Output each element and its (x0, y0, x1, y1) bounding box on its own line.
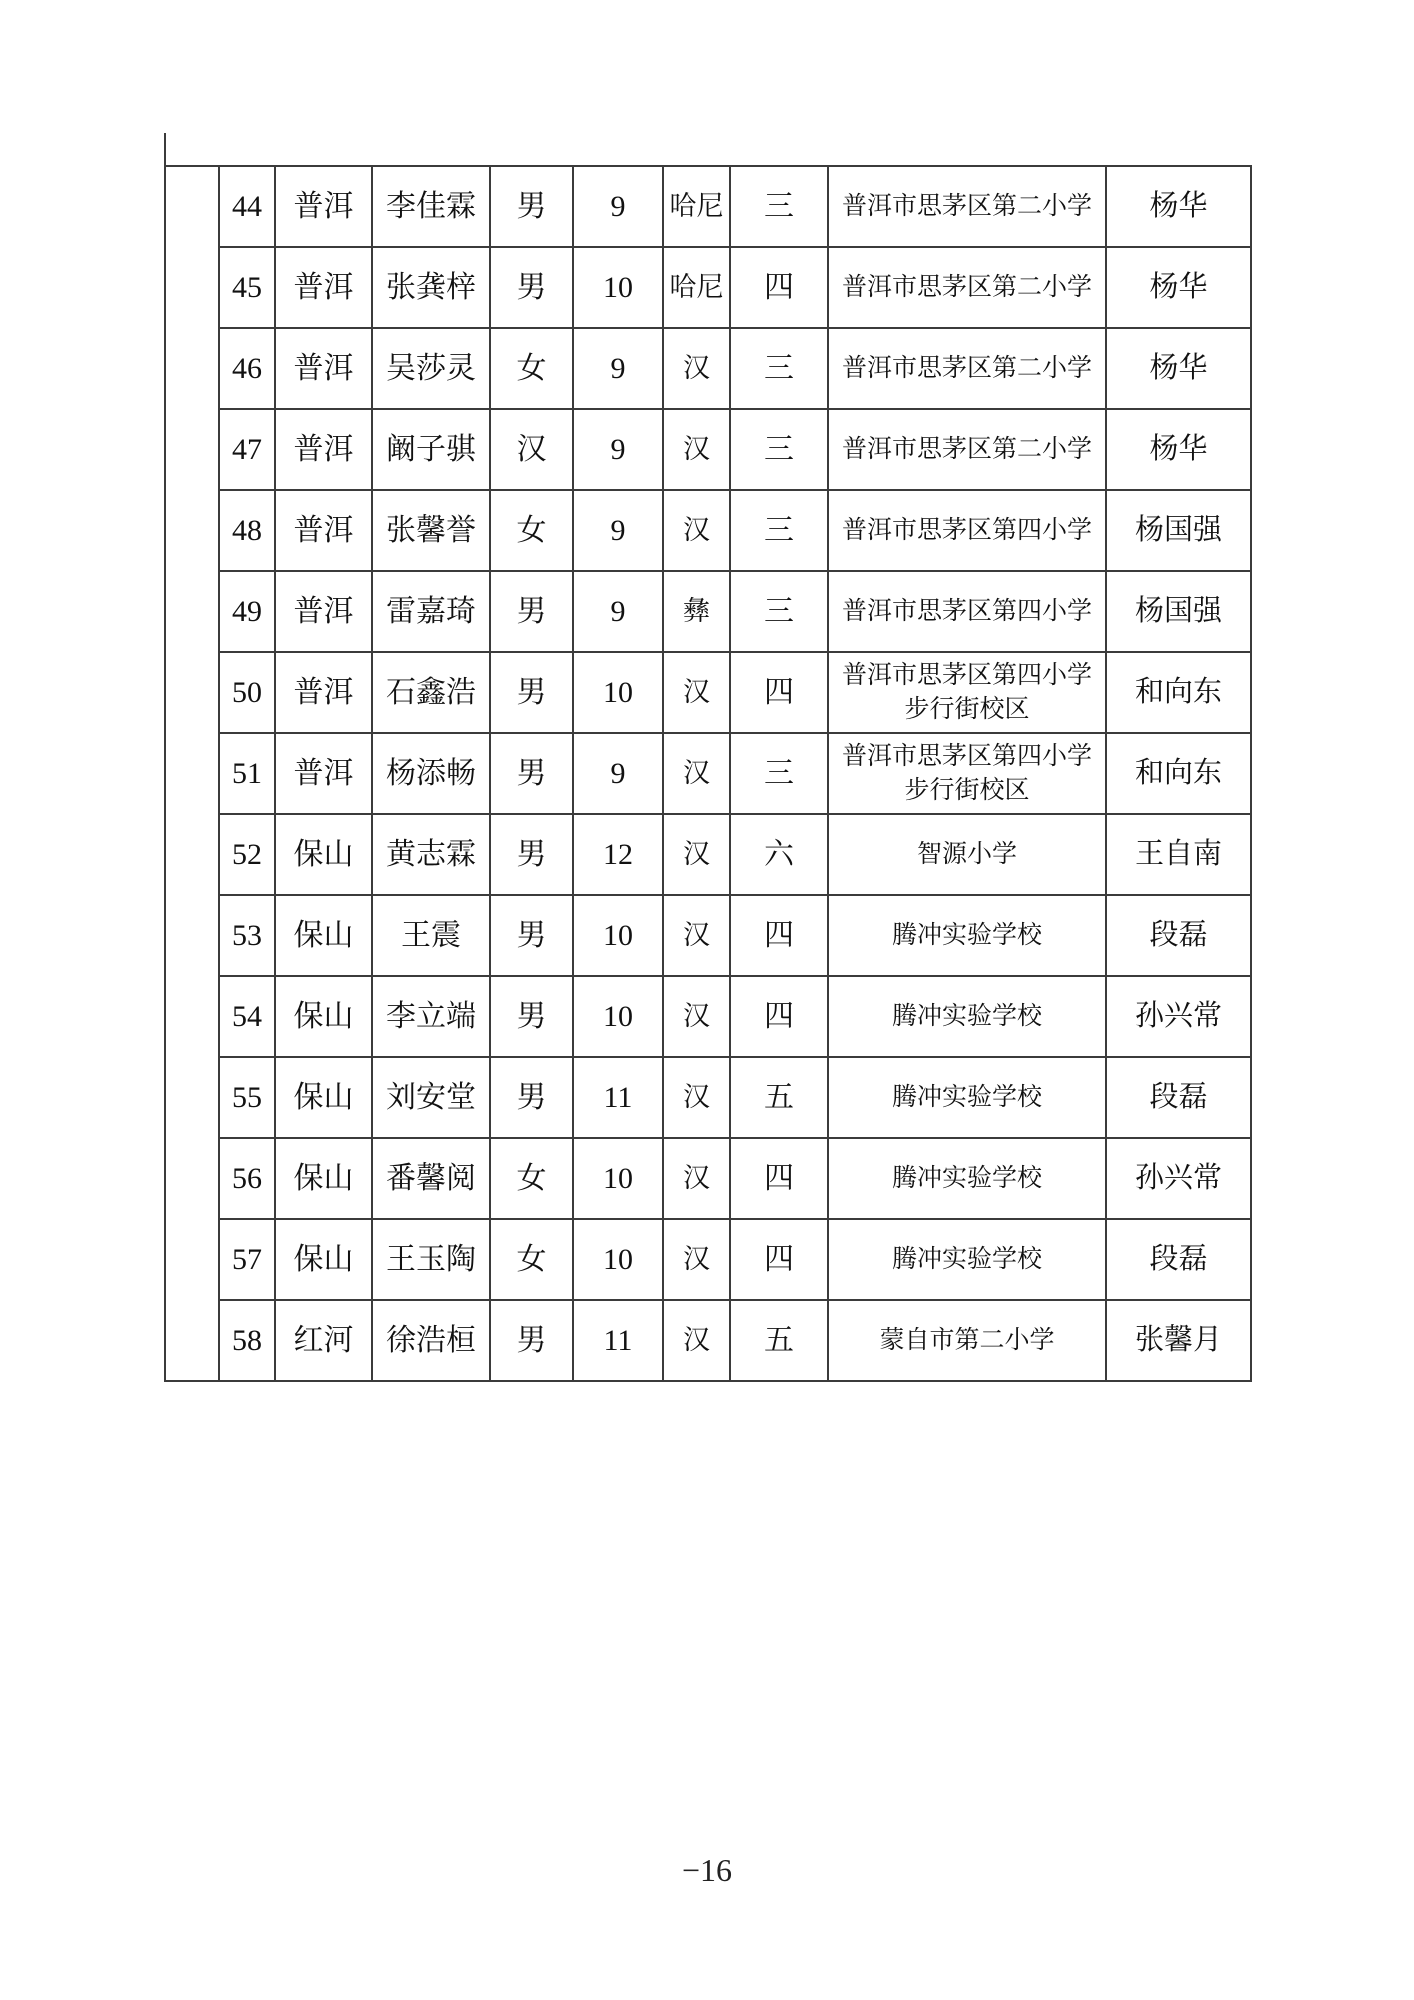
cell-school: 普洱市思茅区第二小学 (828, 166, 1106, 247)
cell-coach: 杨国强 (1106, 571, 1251, 652)
cell-student-name: 李立端 (372, 976, 490, 1057)
table-row (219, 895, 1251, 976)
cell-ethnicity: 哈尼 (663, 166, 730, 247)
cell-school: 腾冲实验学校 (828, 976, 1106, 1057)
cell-coach: 孙兴常 (1106, 1138, 1251, 1219)
table-row (219, 571, 1251, 652)
table-left-border-extension (164, 133, 166, 167)
cell-index: 52 (219, 814, 275, 895)
cell-age: 12 (573, 814, 663, 895)
cell-region: 普洱 (275, 409, 372, 490)
cell-region: 保山 (275, 1219, 372, 1300)
cell-gender: 男 (490, 652, 573, 733)
cell-ethnicity: 汉 (663, 652, 730, 733)
cell-gender: 女 (490, 490, 573, 571)
table-left-empty-cell (164, 165, 218, 1382)
cell-grade: 三 (730, 166, 828, 247)
cell-age: 11 (573, 1300, 663, 1381)
table-row (219, 652, 1251, 733)
cell-school: 蒙自市第二小学 (828, 1300, 1106, 1381)
cell-region: 保山 (275, 1138, 372, 1219)
cell-gender: 男 (490, 733, 573, 814)
cell-school: 普洱市思茅区第二小学 (828, 328, 1106, 409)
cell-index: 51 (219, 733, 275, 814)
cell-gender: 男 (490, 247, 573, 328)
cell-student-name: 阚子骐 (372, 409, 490, 490)
cell-grade: 五 (730, 1300, 828, 1381)
cell-region: 保山 (275, 814, 372, 895)
cell-ethnicity: 汉 (663, 1057, 730, 1138)
cell-student-name: 石鑫浩 (372, 652, 490, 733)
cell-index: 48 (219, 490, 275, 571)
cell-student-name: 刘安堂 (372, 1057, 490, 1138)
cell-age: 10 (573, 652, 663, 733)
table-row (219, 247, 1251, 328)
cell-grade: 四 (730, 895, 828, 976)
cell-grade: 三 (730, 490, 828, 571)
cell-grade: 三 (730, 733, 828, 814)
cell-gender: 女 (490, 328, 573, 409)
cell-index: 44 (219, 166, 275, 247)
cell-coach: 和向东 (1106, 652, 1251, 733)
table-row (219, 166, 1251, 247)
cell-ethnicity: 汉 (663, 1219, 730, 1300)
table-row (219, 1138, 1251, 1219)
table-row (219, 814, 1251, 895)
cell-gender: 男 (490, 976, 573, 1057)
cell-age: 10 (573, 976, 663, 1057)
cell-region: 普洱 (275, 247, 372, 328)
cell-grade: 三 (730, 328, 828, 409)
cell-age: 11 (573, 1057, 663, 1138)
cell-index: 50 (219, 652, 275, 733)
cell-coach: 杨华 (1106, 328, 1251, 409)
cell-index: 57 (219, 1219, 275, 1300)
cell-school: 腾冲实验学校 (828, 1138, 1106, 1219)
cell-index: 47 (219, 409, 275, 490)
student-roster-table (164, 165, 1252, 1382)
cell-age: 9 (573, 328, 663, 409)
cell-school: 腾冲实验学校 (828, 895, 1106, 976)
cell-age: 10 (573, 1219, 663, 1300)
cell-region: 普洱 (275, 166, 372, 247)
roster-tbody (219, 166, 1251, 1381)
cell-region: 保山 (275, 895, 372, 976)
table-row (219, 409, 1251, 490)
cell-gender: 女 (490, 1219, 573, 1300)
cell-student-name: 吴莎灵 (372, 328, 490, 409)
cell-gender: 女 (490, 1138, 573, 1219)
cell-age: 9 (573, 409, 663, 490)
cell-coach: 杨国强 (1106, 490, 1251, 571)
cell-region: 普洱 (275, 328, 372, 409)
cell-student-name: 王震 (372, 895, 490, 976)
cell-ethnicity: 汉 (663, 1300, 730, 1381)
cell-ethnicity: 汉 (663, 976, 730, 1057)
cell-coach: 杨华 (1106, 166, 1251, 247)
cell-region: 红河 (275, 1300, 372, 1381)
cell-age: 9 (573, 166, 663, 247)
cell-student-name: 黄志霖 (372, 814, 490, 895)
cell-coach: 张馨月 (1106, 1300, 1251, 1381)
cell-gender: 男 (490, 814, 573, 895)
cell-region: 普洱 (275, 490, 372, 571)
cell-region: 普洱 (275, 733, 372, 814)
cell-school: 普洱市思茅区第四小学步行街校区 (828, 652, 1106, 733)
cell-gender: 男 (490, 895, 573, 976)
cell-grade: 五 (730, 1057, 828, 1138)
cell-coach: 段磊 (1106, 895, 1251, 976)
table-row (219, 1057, 1251, 1138)
cell-coach: 段磊 (1106, 1219, 1251, 1300)
table-row (219, 1219, 1251, 1300)
cell-student-name: 王玉陶 (372, 1219, 490, 1300)
cell-student-name: 张馨誉 (372, 490, 490, 571)
cell-age: 10 (573, 1138, 663, 1219)
cell-ethnicity: 彝 (663, 571, 730, 652)
cell-school: 腾冲实验学校 (828, 1057, 1106, 1138)
cell-index: 58 (219, 1300, 275, 1381)
cell-coach: 王自南 (1106, 814, 1251, 895)
cell-grade: 六 (730, 814, 828, 895)
cell-ethnicity: 汉 (663, 814, 730, 895)
cell-grade: 四 (730, 976, 828, 1057)
cell-index: 53 (219, 895, 275, 976)
cell-student-name: 徐浩桓 (372, 1300, 490, 1381)
cell-ethnicity: 汉 (663, 490, 730, 571)
cell-student-name: 李佳霖 (372, 166, 490, 247)
cell-index: 45 (219, 247, 275, 328)
cell-index: 49 (219, 571, 275, 652)
cell-ethnicity: 汉 (663, 895, 730, 976)
cell-region: 保山 (275, 1057, 372, 1138)
cell-grade: 四 (730, 247, 828, 328)
cell-student-name: 张龚梓 (372, 247, 490, 328)
table-row (219, 976, 1251, 1057)
cell-index: 46 (219, 328, 275, 409)
page-number: −16 (681, 1852, 733, 1888)
cell-school: 普洱市思茅区第二小学 (828, 247, 1106, 328)
cell-student-name: 番馨阅 (372, 1138, 490, 1219)
cell-gender: 男 (490, 166, 573, 247)
cell-school: 普洱市思茅区第二小学 (828, 409, 1106, 490)
cell-ethnicity: 汉 (663, 409, 730, 490)
cell-coach: 段磊 (1106, 1057, 1251, 1138)
cell-age: 9 (573, 490, 663, 571)
cell-gender: 男 (490, 571, 573, 652)
cell-region: 保山 (275, 976, 372, 1057)
cell-grade: 四 (730, 1219, 828, 1300)
cell-index: 55 (219, 1057, 275, 1138)
cell-school: 普洱市思茅区第四小学 (828, 571, 1106, 652)
cell-coach: 杨华 (1106, 409, 1251, 490)
cell-gender: 男 (490, 1057, 573, 1138)
roster-grid (218, 165, 1252, 1382)
cell-ethnicity: 哈尼 (663, 247, 730, 328)
cell-student-name: 雷嘉琦 (372, 571, 490, 652)
cell-coach: 孙兴常 (1106, 976, 1251, 1057)
cell-coach: 杨华 (1106, 247, 1251, 328)
cell-index: 54 (219, 976, 275, 1057)
cell-school: 腾冲实验学校 (828, 1219, 1106, 1300)
cell-gender: 男 (490, 1300, 573, 1381)
table-row (219, 733, 1251, 814)
table-row (219, 328, 1251, 409)
cell-index: 56 (219, 1138, 275, 1219)
cell-student-name: 杨添畅 (372, 733, 490, 814)
cell-grade: 三 (730, 409, 828, 490)
cell-school: 普洱市思茅区第四小学步行街校区 (828, 733, 1106, 814)
cell-ethnicity: 汉 (663, 1138, 730, 1219)
cell-age: 9 (573, 733, 663, 814)
cell-ethnicity: 汉 (663, 328, 730, 409)
cell-region: 普洱 (275, 571, 372, 652)
table-row (219, 1300, 1251, 1381)
cell-gender: 汉 (490, 409, 573, 490)
cell-school: 普洱市思茅区第四小学 (828, 490, 1106, 571)
cell-age: 9 (573, 571, 663, 652)
cell-grade: 四 (730, 652, 828, 733)
cell-age: 10 (573, 247, 663, 328)
cell-region: 普洱 (275, 652, 372, 733)
cell-grade: 三 (730, 571, 828, 652)
cell-school: 智源小学 (828, 814, 1106, 895)
cell-grade: 四 (730, 1138, 828, 1219)
table-row (219, 490, 1251, 571)
cell-age: 10 (573, 895, 663, 976)
cell-ethnicity: 汉 (663, 733, 730, 814)
cell-coach: 和向东 (1106, 733, 1251, 814)
